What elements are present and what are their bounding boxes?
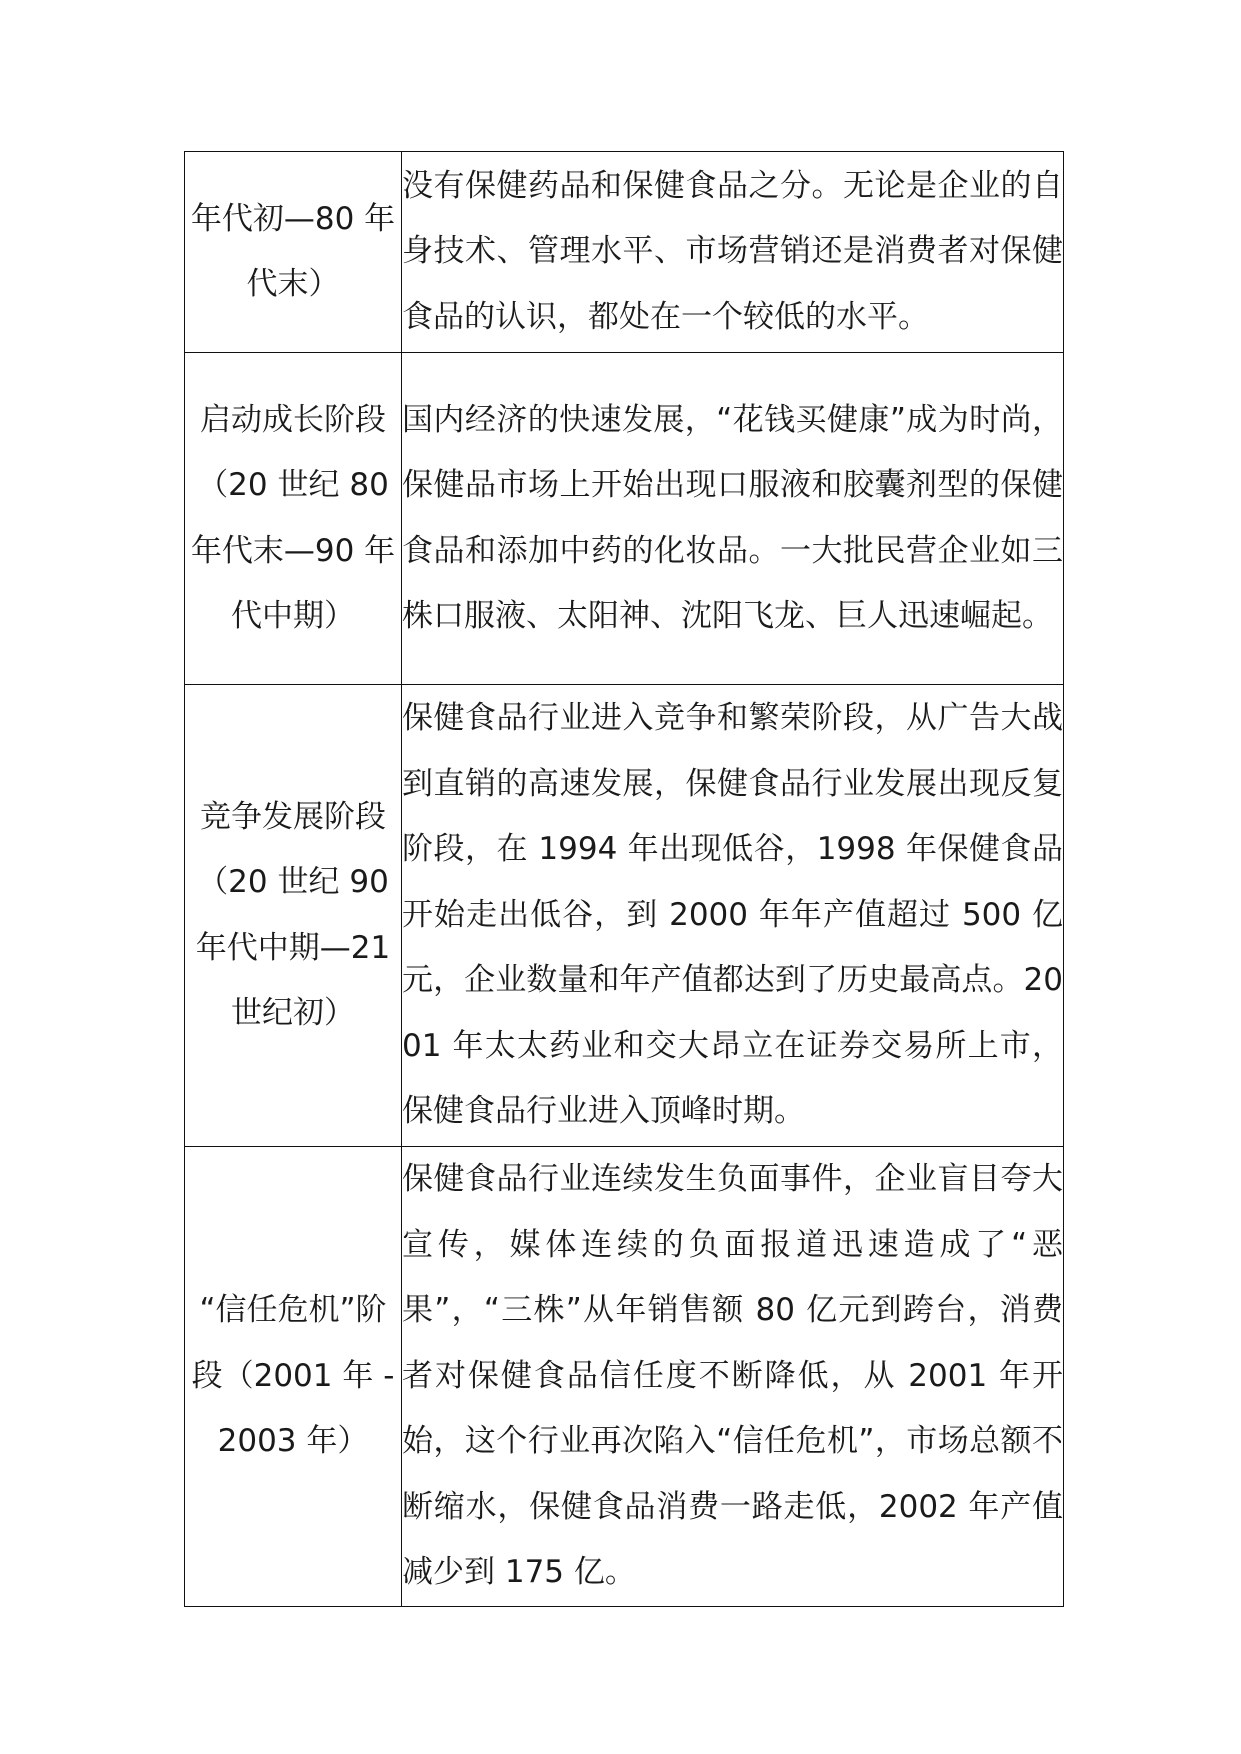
stage-cell: [185, 152, 402, 353]
stage-description: 保健食品行业连续发生负面事件，企业盲目夸大宣传，媒体连续的负面报道迅速造成了“恶果”，“三株”从年销售额 80 亿元到跨台，消费者对保健食品信任度不断降低，从 2001 年开始，这个行业再次陷入“信任危机”，市场总额不断缩水，保健食品消费一路走低，2002 年产值减少到 175 亿。: [402, 1161, 1063, 1591]
description-cell: [402, 353, 1064, 685]
table-row: [185, 152, 1064, 353]
stage-label: 启动成长阶段（20 世纪 80 年代末—90 年代中期）: [190, 401, 396, 634]
table-row: [185, 353, 1064, 685]
description-cell: [402, 685, 1064, 1147]
stage-description: 国内经济的快速发展，“花钱买健康”成为时尚，保健品市场上开始出现口服液和胶囊剂型的保健食品和添加中药的化妆品。一大批民营企业如三株口服液、太阳神、沈阳飞龙、巨人迅速崛起。: [402, 401, 1063, 634]
stage-label: 年代初—80 年代末）: [190, 200, 396, 302]
stage-cell: [185, 685, 402, 1147]
table-row: [185, 685, 1064, 1147]
stage-label: “信任危机”阶段（2001 年 -2003 年）: [191, 1292, 395, 1460]
stage-cell: [185, 353, 402, 685]
stage-cell: [185, 1147, 402, 1607]
description-cell: [402, 1147, 1064, 1607]
stage-label: 竞争发展阶段（20 世纪 90 年代中期—21 世纪初）: [195, 798, 391, 1031]
stage-description: 没有保健药品和保健食品之分。无论是企业的自身技术、管理水平、市场营销还是消费者对保健食品的认识，都处在一个较低的水平。: [402, 167, 1063, 335]
stage-description: 保健食品行业进入竞争和繁荣阶段，从广告大战到直销的高速发展，保健食品行业发展出现反复阶段，在 1994 年出现低谷，1998 年保健食品开始走出低谷，到 2000 年年产值超过 500 亿元，企业数量和年产值都达到了历史最高点。2001 年太太药业和交大昂立在证券交易所上市，保健食品行业进入顶峰时期。: [402, 700, 1063, 1130]
industry-stages-table: [184, 151, 1064, 1607]
description-cell: [402, 152, 1064, 353]
table-row: [185, 1147, 1064, 1607]
